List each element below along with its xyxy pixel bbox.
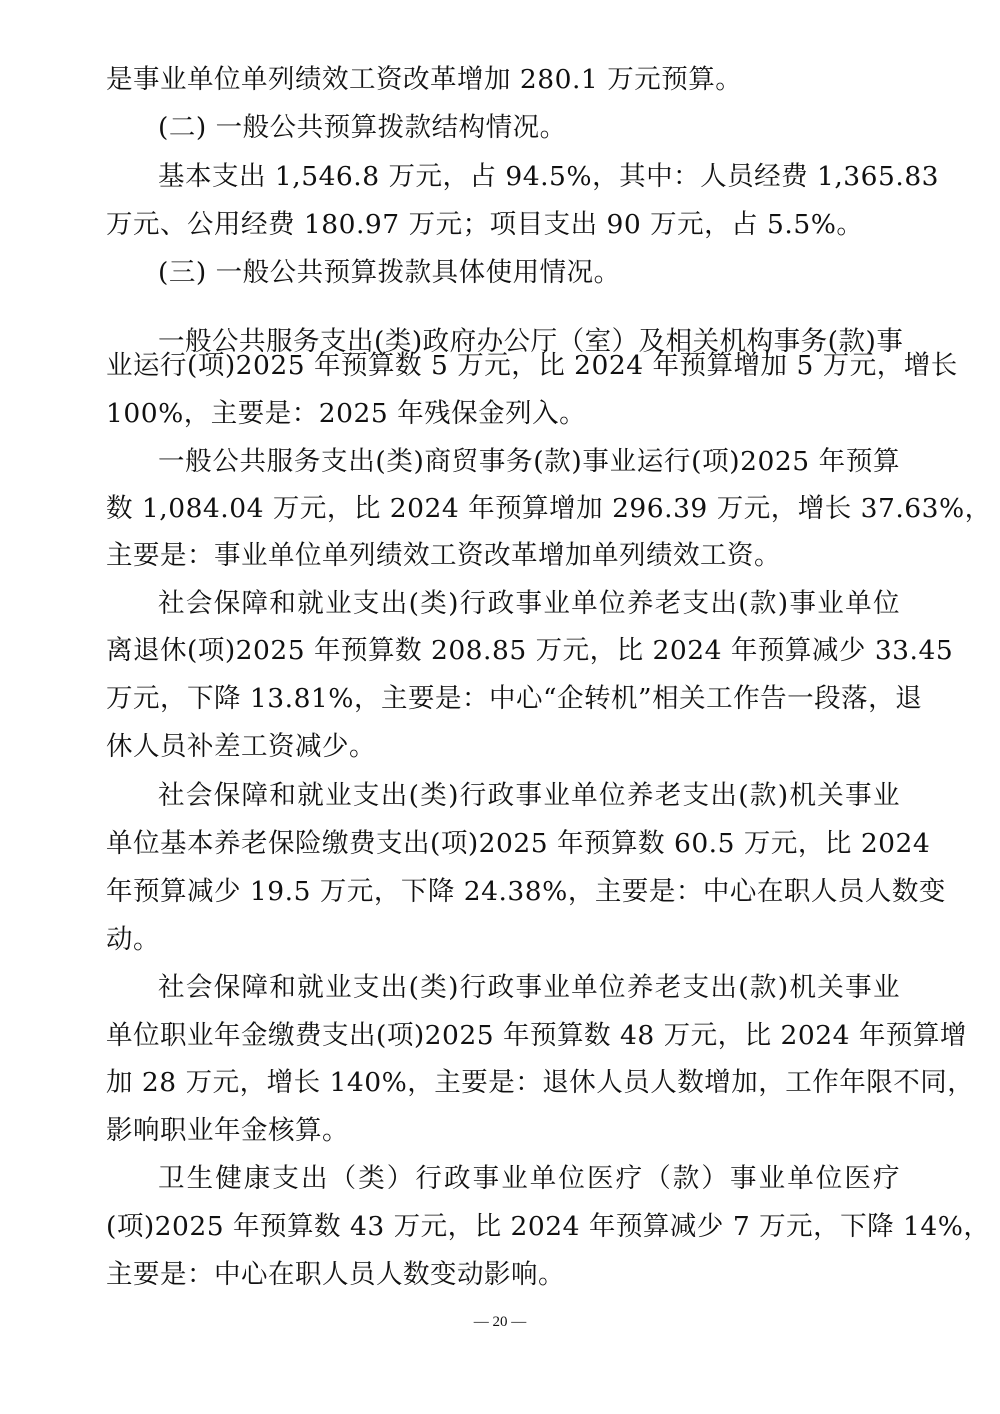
text-line: 基本支出 1,546.8 万元，占 94.5%，其中：人员经费 1,365.83 xyxy=(158,161,940,192)
text-line: 单位职业年金缴费支出(项)2025 年预算数 48 万元，比 2024 年预算增 xyxy=(106,1020,967,1051)
text-line: 离退休(项)2025 年预算数 208.85 万元，比 2024 年预算减少 33.45 xyxy=(106,635,954,666)
text-line: 万元，下降 13.81%，主要是：中心“企转机”相关工作告一段落，退 xyxy=(106,683,923,714)
section-heading: (二) 一般公共预算拨款结构情况。 xyxy=(158,112,567,143)
text-line: 是事业单位单列绩效工资改革增加 280.1 万元预算。 xyxy=(106,64,743,95)
text-line: 一般公共服务支出(类)政府办公厅（室）及相关机构事务(款)事 xyxy=(158,326,904,357)
text-line: 社会保障和就业支出(类)行政事业单位养老支出(款)事业单位 xyxy=(158,588,900,619)
text-line: 加 28 万元，增长 140%，主要是：退休人员人数增加，工作年限不同， xyxy=(106,1067,975,1098)
text-line: 单位基本养老保险缴费支出(项)2025 年预算数 60.5 万元，比 2024 xyxy=(106,828,931,859)
text-line: 一般公共服务支出(类)商贸事务(款)事业运行(项)2025 年预算 xyxy=(158,446,900,477)
section-heading: (三) 一般公共预算拨款具体使用情况。 xyxy=(158,257,621,288)
text-line: 卫生健康支出（类）行政事业单位医疗（款）事业单位医疗 xyxy=(158,1163,900,1194)
text-line: 休人员补差工资减少。 xyxy=(106,731,376,762)
text-line: 主要是：中心在职人员人数变动影响。 xyxy=(106,1259,565,1290)
text-line: 主要是：事业单位单列绩效工资改革增加单列绩效工资。 xyxy=(106,540,781,571)
text-line: 影响职业年金核算。 xyxy=(106,1115,349,1146)
text-line: 动。 xyxy=(106,924,160,955)
text-line: 万元、公用经费 180.97 万元；项目支出 90 万元，占 5.5%。 xyxy=(106,209,864,240)
text-line: 社会保障和就业支出(类)行政事业单位养老支出(款)机关事业 xyxy=(158,972,900,1003)
text-line: 数 1,084.04 万元，比 2024 年预算增加 296.39 万元，增长 37.63%， xyxy=(106,493,992,524)
text-line: 业运行(项)2025 年预算数 5 万元，比 2024 年预算增加 5 万元，增长 xyxy=(106,350,958,381)
text-line: 100%，主要是：2025 年残保金列入。 xyxy=(106,398,587,429)
text-line: (项)2025 年预算数 43 万元，比 2024 年预算减少 7 万元，下降 14%， xyxy=(106,1211,991,1242)
page-number: — 20 — xyxy=(473,1314,527,1330)
text-line: 社会保障和就业支出(类)行政事业单位养老支出(款)机关事业 xyxy=(158,780,900,811)
text-line: 年预算减少 19.5 万元，下降 24.38%，主要是：中心在职人员人数变 xyxy=(106,876,946,907)
